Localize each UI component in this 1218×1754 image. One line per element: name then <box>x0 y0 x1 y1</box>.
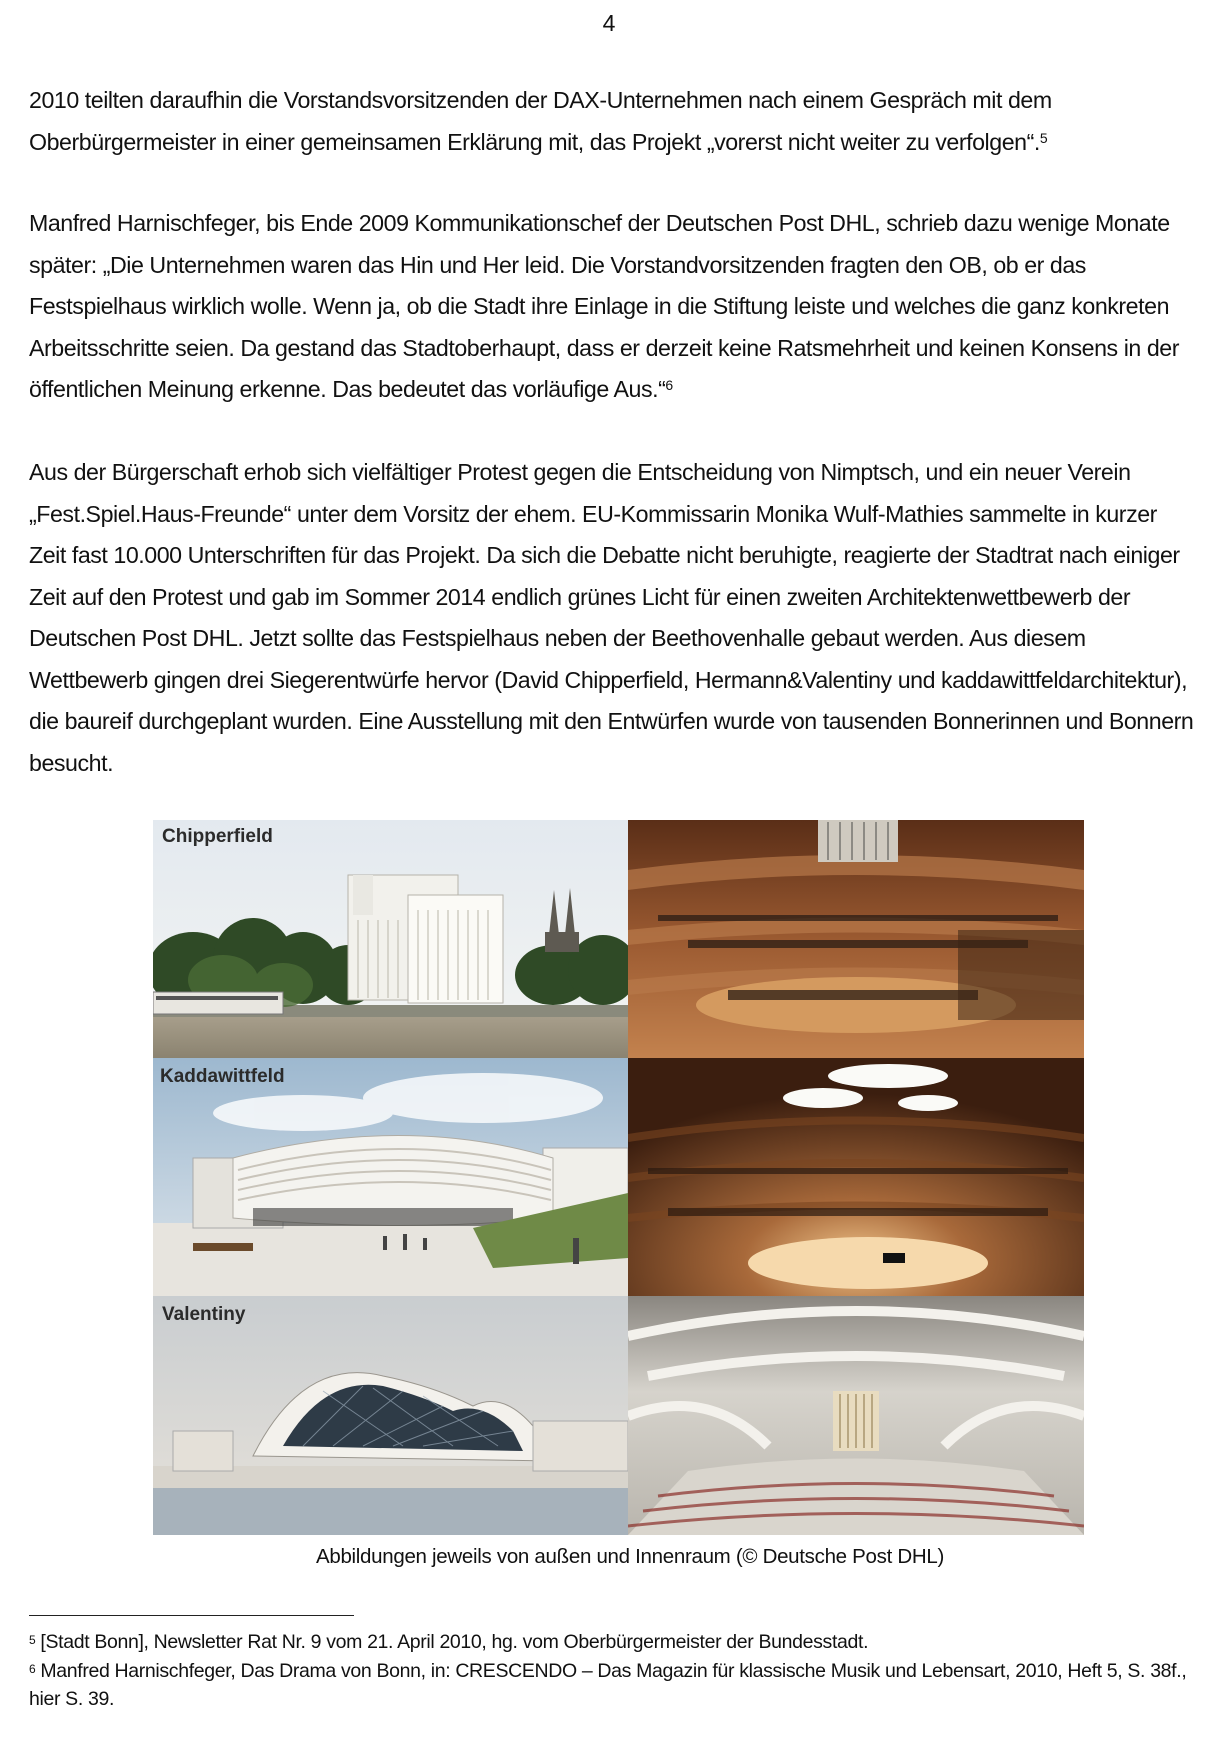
panel-label-kaddawittfeld: Kaddawittfeld <box>160 1066 285 1087</box>
footnotes <box>29 1628 1189 1714</box>
footnote-6 <box>29 1657 1189 1714</box>
chipperfield-exterior-image <box>153 820 628 1058</box>
paragraph-1 <box>29 80 1199 163</box>
footnote-number: 6 <box>29 1661 36 1676</box>
paragraph-text: 2010 teilten daraufhin die Vorstandsvorsitzenden der DAX-Unternehmen nach einem Gespräch mit dem Oberbürgermeister in einer gemeinsamen Erklärung mit, das Projekt „vorerst nicht weiter zu verfolgen“. <box>29 87 1052 155</box>
paragraph-text: Aus der Bürgerschaft erhob sich vielfältiger Protest gegen die Entscheidung von Nimptsch, und ein neuer Verein „Fest.Spiel.Haus-Freunde“ unter dem Vorsitz der ehem. EU-Kommissarin Monika Wulf-Mathies sammelte in kurzer Zeit fast 10.000 Unterschriften für das Projekt. Da sich die Debatte nicht beruhigte, reagierte der Stadtrat nach einiger Zeit auf den Protest und gab im Sommer 2014 endlich grünes Licht für einen zweiten Architektenwettbewerb der Deutschen Post DHL. Jetzt sollte das Festspielhaus neben der Beethovenhalle gebaut werden. Aus diesem Wettbewerb gingen drei Siegerentwürfe hervor (David Chipperfield, Hermann&Valentiny und kaddawittfeldarchitektur), die baureif durchgeplant wurden. Eine Ausstellung mit den Entwürfen wurde von tausenden Bonnerinnen und Bonnern besucht. <box>29 459 1194 776</box>
panel-label-chipperfield: Chipperfield <box>162 826 273 847</box>
chipperfield-interior-image <box>628 820 1084 1058</box>
page-number: 4 <box>602 10 616 36</box>
paragraph-text: Manfred Harnischfeger, bis Ende 2009 Kommunikationschef der Deutschen Post DHL, schrieb dazu wenige Monate später: „Die Unternehmen waren das Hin und Her leid. Die Vorstandvorsitzenden fragten den OB, ob er das Festspielhaus wirklich wolle. Wenn ja, ob die Stadt ihre Einlage in die Stiftung leiste und welches die ganz konkreten Arbeitsschritte seien. Da gestand das Stadtoberhaupt, dass er derzeit keine Ratsmehrheit und keinen Konsens in der öffentlichen Meinung erkenne. Das bedeutet das vorläufige Aus.“ <box>29 210 1180 402</box>
valentiny-exterior-image <box>153 1296 628 1535</box>
kaddawittfeld-exterior-image <box>153 1058 628 1296</box>
footnote-text: Manfred Harnischfeger, Das Drama von Bonn, in: CRESCENDO – Das Magazin für klassische Musik und Lebensart, 2010, Heft 5, S. 38f., hier S. 39. <box>29 1659 1187 1710</box>
footnote-number: 5 <box>29 1633 36 1647</box>
panel-label-valentiny: Valentiny <box>162 1304 246 1325</box>
kaddawittfeld-interior-image <box>628 1058 1084 1296</box>
design-comparison-figure <box>153 820 1084 1535</box>
footnote-5 <box>29 1628 1189 1657</box>
footnote-divider <box>29 1615 354 1616</box>
paragraph-3 <box>29 452 1199 784</box>
footnote-text: [Stadt Bonn], Newsletter Rat Nr. 9 vom 21. April 2010, hg. vom Oberbürgermeister der Bundesstadt. <box>40 1631 869 1653</box>
footnote-ref-6[interactable]: 6 <box>665 377 673 393</box>
paragraph-2 <box>29 203 1199 411</box>
figure-caption: Abbildungen jeweils von außen und Innenraum (© Deutsche Post DHL) <box>315 1545 945 1568</box>
valentiny-interior-image <box>628 1296 1084 1535</box>
footnote-ref-5[interactable]: 5 <box>1039 129 1048 146</box>
